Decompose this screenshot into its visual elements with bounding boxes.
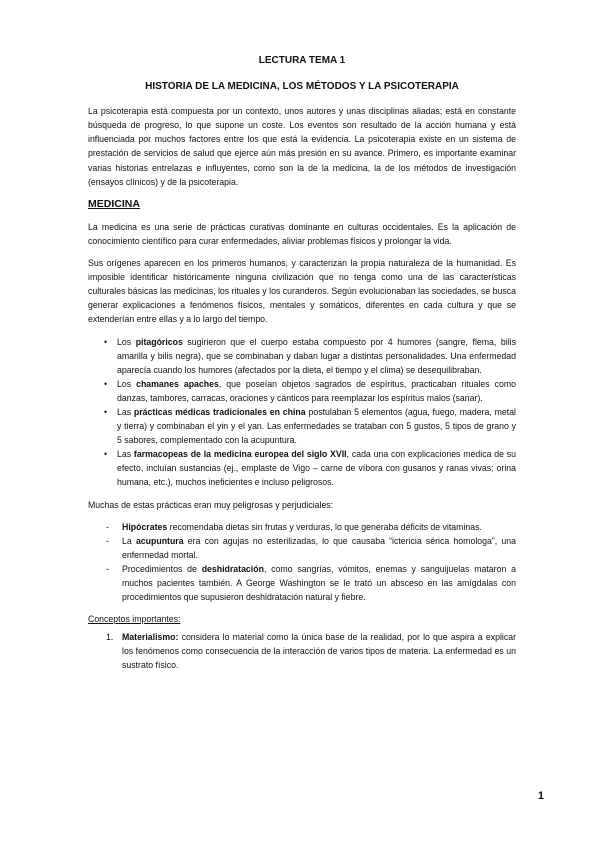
bullet-marker: • — [104, 378, 108, 389]
numbered-item: 1. Materialismo: considera lo material como la única base de la realidad, por lo que aspira a explicar los fenómenos como consecuencia de la interacción de varios tipos de materia. La enfermedad es un sustrato físico. — [106, 632, 516, 671]
bullet-item: • Las farmacopeas de la medicina europea del siglo XVII, cada una con explicaciones medica de su efecto, incluían sustancias (ej., emplaste de Vigo – carne de víbora con gusanos y ranas vivas; orina humana, etc.), muchos ineficientes e incluso peligrosos. — [104, 449, 517, 488]
document-title: HISTORIA DE LA MEDICINA, LOS MÉTODOS Y LA PSICOTERAPIA — [145, 81, 459, 93]
bullet-list — [88, 335, 516, 490]
bullet-marker: • — [104, 406, 108, 417]
dash-marker: - — [106, 521, 109, 532]
intro-paragraph: La psicoterapia está compuesta por un contexto, unos autores y unas disciplinas aliadas; está en constante búsqueda de progreso, lo que supone un coste. Los eventos son resultado de la acción humana y está influenciada por muchos factores entre los que está la evidencia. La psicoterapia existe en un sistema de prestación de servicios de salud que ejerce aún más presión en su avance. Primero, es importante examinar varias historias entrelazas e influyentes, como son la de la medicina, la de los métodos de investigación (ensayos clínicos) y de la psicoterapia. — [88, 106, 516, 187]
bullet-marker: • — [104, 449, 108, 460]
bold-term: chamanes apaches — [136, 378, 219, 389]
numbered-list — [88, 630, 516, 672]
dash-marker: - — [106, 535, 109, 546]
concepts-label: Conceptos importantes: — [88, 614, 181, 625]
dash-item: - Procedimientos de deshidratación, como sangrías, vómitos, enemas y sanguijuelas mataron a muchos pacientes también. A George Washington se le trató un absceso en las amígdalas con procedimientos que supusieron deshidratación natural y fiebre. — [106, 563, 516, 603]
bullet-item: • Las prácticas médicas tradicionales en china postulaban 5 elementos (agua, fuego, madera, metal y tierra) y combinaban el yin y el yan. Las enfermedades se trataban con 5 gustos, 5 tipos de grano y 5 sabores, complementado con la acupuntura. — [104, 406, 517, 446]
paragraph-dangers: Muchas de estas prácticas eran muy peligrosas y perjudiciales: — [88, 499, 334, 510]
bold-term: deshidratación — [201, 563, 264, 574]
bold-term: acupuntura — [135, 535, 184, 546]
header-label: LECTURA TEMA 1 — [258, 55, 346, 66]
number-marker: 1. — [106, 632, 114, 643]
dash-item: - La acupuntura era con agujas no esterilizadas, lo que causaba “ictericia sérica homologa”, una enfermedad mortal. — [106, 535, 516, 560]
bold-term: Materialismo: — [122, 632, 179, 643]
section-title: MEDICINA — [88, 197, 140, 210]
bullet-item: • Los chamanes apaches, que poseían objetos sagrados de espíritus, practicaban rituales como danzas, tambores, carracas, oraciones y cánticos para reemplazar los espíritus malos (sanar). — [104, 378, 516, 403]
page-number: 1 — [537, 790, 544, 802]
bold-term: farmacopeas de la medicina europea del siglo XVII — [133, 449, 347, 460]
dash-list — [88, 520, 516, 605]
bold-term: prácticas médicas tradicionales en china — [133, 406, 306, 417]
paragraph-origins: Sus orígenes aparecen en los primeros humanos, y caracterizan la propia naturaleza de la humanidad. Es imposible identificar históricamente ninguna civilización que no tenga como una de las características culturales básicas las medicinas, los rituales y los curanderos. Según evolucionaban las sociedades, se busca generar explicaciones a fenómenos físicos, mentales y somáticos, diferentes en cada cultura y que se extenderían entre ellas y a lo largo del tiempo. — [88, 258, 516, 325]
bullet-marker: • — [104, 336, 108, 347]
page-content — [88, 54, 516, 681]
bold-term: Hipócrates — [122, 521, 168, 532]
paragraph-definition: La medicina es una serie de prácticas curativas dominante en culturas occidentales. Es la aplicación de conocimiento científico para curar enfermedades, aliviar problemas físicos y prolongar la vida. — [88, 221, 516, 246]
dash-marker: - — [106, 563, 109, 574]
bold-term: pitagóricos — [135, 336, 183, 347]
bullet-item: • Los pitagóricos sugirieron que el cuerpo estaba compuesto por 4 humores (sangre, flema, bilis amarilla y bilis negra), que se combinaban y daban lugar a distintas personalidades. Una enfermedad aparecía cuando los humores (afectados por la dieta, el tiempo y el clima) se desequilibraban. — [104, 336, 516, 375]
dash-item: - Hipócrates recomendaba dietas sin frutas y verduras, lo que generaba déficits de vitaminas. — [88, 520, 516, 534]
